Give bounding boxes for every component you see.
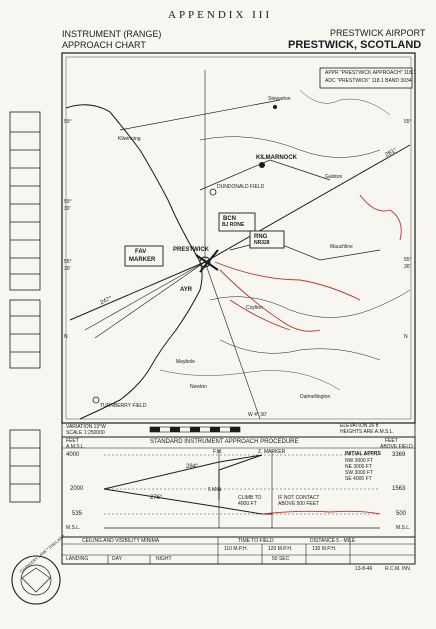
approach-line-1 [85,262,205,330]
place-ayr: AYR [180,287,193,293]
initial-apprs-title: INITIAL APPRS [345,451,381,457]
profile-msl-left: M.S.L. [66,525,81,531]
bcn-label-line2: BJ RONE [222,222,245,228]
profile-alt-left-4000: 4000 [66,452,80,458]
freq-line1: APPR "PRESTWICK APPROACH" 118.1 [325,70,416,76]
contour-south [160,370,340,390]
footer-ref: R.C.M. INV. [385,566,412,572]
lat-right-1: 55° [404,119,412,125]
profile-right-header-1: FEET [385,438,398,444]
place-prestwick: PRESTWICK [173,247,209,253]
contour-north [300,90,390,115]
margin-boxes-upper [10,112,40,290]
bcn-label-line1: BCN [223,216,236,222]
profile-red-line [262,511,380,514]
heights-label: HEIGHTS ARE A.M.S.L. [340,429,394,435]
map-inner-frame [66,57,411,419]
fav-marker-line2: MARKER [129,257,156,263]
river-doon [220,340,380,360]
footer-date: 13-8-46 [355,566,373,572]
chart-title-line1: INSTRUMENT (RANGE) [62,29,162,39]
place-turnberry: TURNBERRY FIELD [100,403,147,409]
lat-left-5: 30' [64,266,71,272]
place-maybole: Maybole [176,359,195,365]
profile-title: STANDARD INSTRUMENT APPROACH PROCEDURE [150,439,299,445]
lat-right-3: 30' [404,264,411,270]
profile-alt-right-3369: 3369 [392,452,406,458]
profile-left-header-1: FEET [66,438,79,444]
turnberry-field-symbol [93,397,99,403]
minima-ceiling-label: CEILING AND VISIBILITY MINIMA [82,538,160,544]
profile-msl-right: M.S.L. [396,525,411,531]
minima-day: DAY [112,556,122,562]
rng-label-line1: RNG [254,234,268,240]
appendix-label: APPENDIX III [168,9,273,21]
profile-z-marker-label: Z. MARKER [258,449,286,455]
place-galston: Galston [325,174,343,180]
minima-landing: LANDING [66,556,89,562]
chart-title-line2: APPROACH CHART [62,40,146,50]
profile-alt-right-500: 500 [396,511,407,517]
lat-right-4: N [404,334,408,340]
place-mauchline: Mauchline [330,244,353,250]
scale-label: SCALE 1:250000 [66,430,105,436]
lat-left-4: 55° [64,259,72,265]
profile-alt-left-535: 535 [72,511,83,517]
initial-apprs-nw: NW 3000 FT [345,458,374,464]
place-kilwinning: Kilwinning [118,136,141,142]
initial-apprs-ne: NE 3000 FT [345,464,372,470]
freq-line2: ADC "PRESTWICK" 118.1 BAND 3034 [325,78,412,84]
lat-left-3: 30' [64,206,71,212]
profile-heading-276: 276° [150,495,163,501]
profile-contact-2: ABOVE 500 FEET [278,501,320,507]
profile-fm-label: F.M. [213,449,223,455]
place-coylton: Coylton [246,305,263,311]
minima-time-120: 50 SEC [272,556,290,562]
lat-right-2: 55° [404,257,412,263]
kilmarnock-town [259,162,265,168]
place-dalmellington: Dalmellington [300,394,331,400]
stamp-device [22,568,50,592]
range-leg-s [205,262,260,419]
margin-boxes-lower [10,300,40,502]
range-leg-label-sw: 247° [99,295,114,307]
airport-name: PRESTWICK AIRPORT [330,28,426,38]
profile-five-min: 5 MIN [208,487,222,493]
range-leg-ne [205,145,410,262]
profile-alt-right-1563: 1563 [392,486,406,492]
elevation-label: ELEVATION 26 ft [340,423,379,429]
profile-contact-1: IF NOT CONTACT [278,495,320,501]
minima-time-label: TIME TO FIELD [238,538,274,544]
minima-night: NIGHT [156,556,172,562]
range-leg-label-ne: 281° [384,147,399,159]
place-kilmarnock: KILMARNOCK [256,155,297,161]
initial-apprs-se: SE 4000 FT [345,476,372,482]
stamp-outer [12,556,60,604]
lat-left-1: 55° [64,119,72,125]
airport-location: PRESTWICK, SCOTLAND [288,39,422,51]
initial-apprs-sw: SW 3000 FT [345,470,374,476]
stamp-text: CHANCERY LANE * ENGLAND [18,533,66,574]
profile-heading-284: 284° [186,464,199,470]
profile-right-header-2: ABOVE FIELD [380,444,413,450]
minima-distance-label: DISTANCE 5 - MILE [310,538,356,544]
profile-left-header-2: A.M.S.L. [66,444,86,450]
map-frame [62,53,415,423]
place-newton: Newton [190,384,207,390]
profile-climb-1: CLIMB TO [238,495,262,501]
lat-left-6: N [64,334,68,340]
lon-bottom: W 4° 30' [248,412,267,418]
fav-marker-line1: FAV [135,249,147,255]
profile-alt-left-2000: 2000 [70,486,84,492]
scale-bar-fill [150,427,240,432]
river-ayr [210,290,410,318]
stewarton-town [273,105,277,109]
minima-speed-130: 130 M.P.H. [312,546,337,552]
place-stewarton: Stewarton [268,96,291,102]
variation-label: VARIATION 13°W [66,424,106,430]
rng-label-line2: NR328 [254,240,270,246]
minima-speed-110: 110 M.P.H. [224,546,248,552]
dundonald-field-symbol [210,189,216,195]
lat-left-2: 55° [64,199,72,205]
minima-speed-120: 120 M.P.H. [268,546,293,552]
profile-climb-2: 4000 FT [238,501,257,507]
place-dundonald: DUNDONALD FIELD [217,184,265,190]
